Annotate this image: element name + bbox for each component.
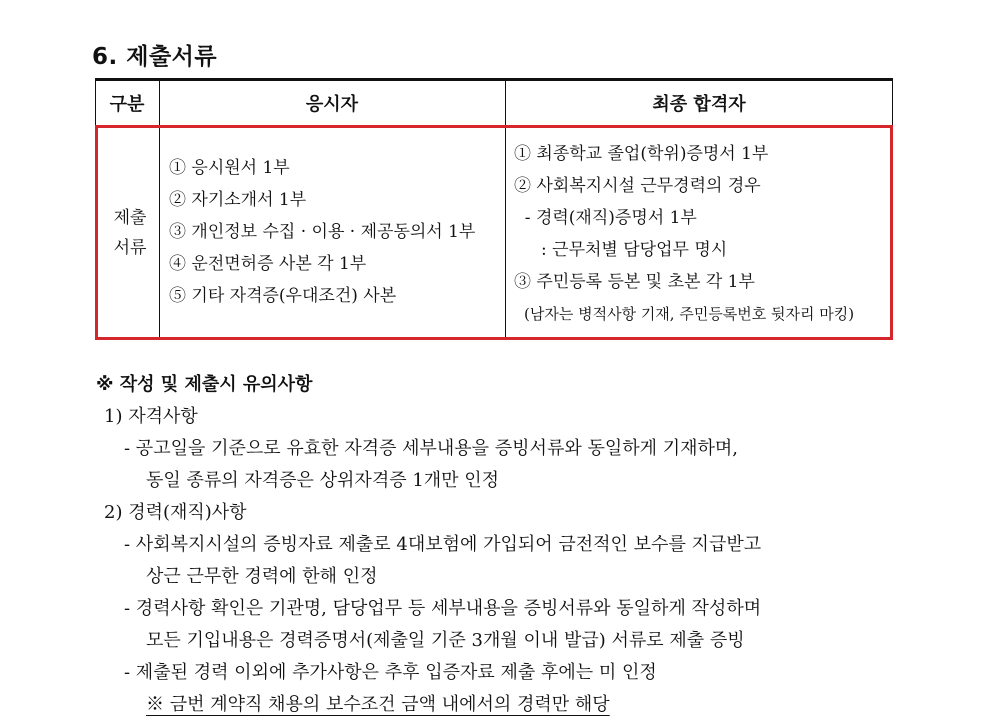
documents-table bbox=[95, 78, 893, 340]
list-item-note: (남자는 병적사항 기재, 주민등록번호 뒷자리 마킹) bbox=[524, 305, 855, 323]
notes-line: 상근 근무한 경력에 한해 인정 bbox=[146, 566, 378, 587]
table-header-row bbox=[95, 78, 893, 126]
notes-line: 모든 기입내용은 경력증명서(제출일 기준 3개월 이내 발급) 서류로 제출 증빙 bbox=[146, 630, 745, 651]
submission-row-highlight bbox=[95, 125, 893, 340]
list-item: - 경력(재직)증명서 1부 bbox=[514, 208, 697, 228]
list-item: ② 사회복지시설 근무경력의 경우 bbox=[514, 176, 761, 196]
header-applicant: 응시자 bbox=[305, 94, 359, 115]
list-item: ③ 개인정보 수집 · 이용 · 제공동의서 1부 bbox=[169, 222, 476, 242]
category-cell bbox=[98, 128, 162, 337]
applicant-documents-list bbox=[169, 152, 475, 312]
list-item: : 근무처별 담당업무 명시 bbox=[514, 240, 728, 260]
notes-subheading: 1) 자격사항 bbox=[104, 406, 198, 427]
notes-line: 동일 종류의 자격증은 상위자격증 1개만 인정 bbox=[146, 470, 500, 491]
section-title: 6. 제출서류 bbox=[92, 44, 218, 70]
category-line: 서류 bbox=[113, 237, 147, 258]
notes-underlined-line: ※ 금번 계약직 채용의 보수조건 금액 내에서의 경력만 해당 bbox=[146, 694, 610, 715]
notes-line: - 제출된 경력 이외에 추가사항은 추후 입증자료 제출 후에는 미 인정 bbox=[124, 662, 657, 683]
list-item: ③ 주민등록 등본 및 초본 각 1부 bbox=[514, 272, 755, 292]
header-final: 최종 합격자 bbox=[652, 94, 746, 115]
notes-subheading: 2) 경력(재직)사항 bbox=[104, 502, 247, 523]
notes-line: - 사회복지시설의 증빙자료 제출로 4대보험에 가입되어 금전적인 보수를 지급받고 bbox=[124, 534, 762, 555]
notes-line: - 경력사항 확인은 기관명, 담당업무 등 세부내용을 증빙서류와 동일하게 작성하며 bbox=[124, 598, 762, 619]
list-item: ① 응시원서 1부 bbox=[169, 158, 290, 178]
list-item: ② 자기소개서 1부 bbox=[169, 190, 307, 210]
final-documents-list bbox=[514, 138, 854, 330]
category-line: 제출 bbox=[113, 207, 147, 228]
notes-heading: ※ 작성 및 제출시 유의사항 bbox=[96, 374, 313, 395]
list-item: ① 최종학교 졸업(학위)증명서 1부 bbox=[514, 144, 769, 164]
list-item: ④ 운전면허증 사본 각 1부 bbox=[169, 254, 367, 274]
notes-line: - 공고일을 기준으로 유효한 자격증 세부내용을 증빙서류와 동일하게 기재하며, bbox=[124, 438, 738, 459]
list-item: ⑤ 기타 자격증(우대조건) 사본 bbox=[169, 286, 397, 306]
header-category: 구분 bbox=[109, 94, 145, 115]
